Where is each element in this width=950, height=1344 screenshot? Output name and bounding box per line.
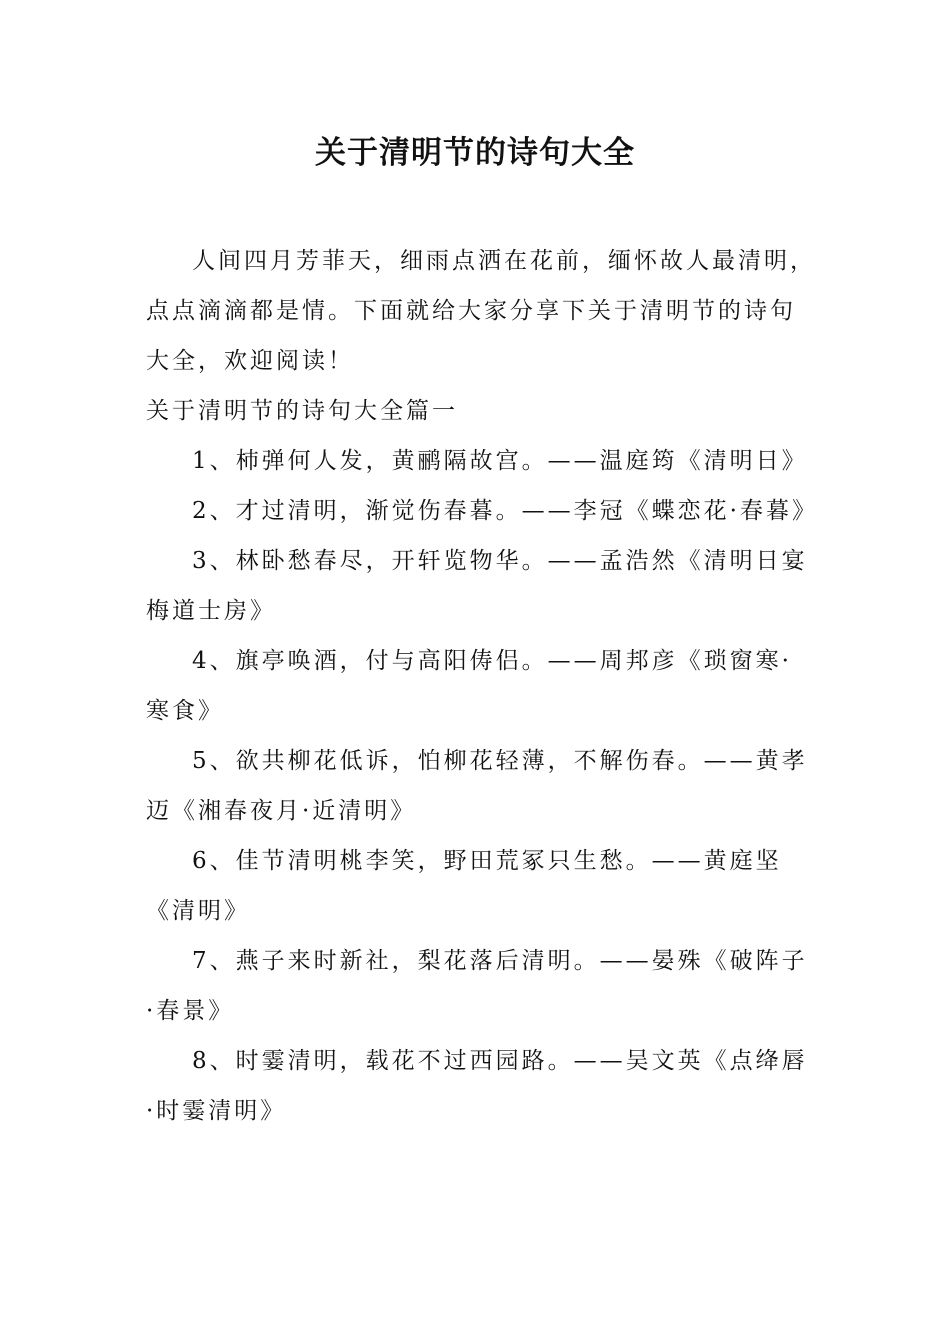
poem-line-7: 7、燕子来时新社，梨花落后清明。——晏殊《破阵子·春景》	[146, 948, 808, 1024]
poem-line-5: 5、欲共柳花低诉，怕柳花轻薄，不解伤春。——黄孝迈《湘春夜月·近清明》	[146, 748, 808, 824]
section-heading: 关于清明节的诗句大全篇一	[146, 398, 458, 424]
poem-line-3: 3、林卧愁春尽，开轩览物华。——孟浩然《清明日宴梅道士房》	[146, 548, 808, 624]
poem-line-1: 1、杮弹何人发，黄鹂隔故宫。——温庭筠《清明日》	[192, 448, 808, 474]
poem-line-2: 2、才过清明，渐觉伤春暮。——李冠《蝶恋花·春暮》	[192, 498, 818, 524]
poem-line-4: 4、旗亭唤酒，付与高阳俦侣。——周邦彦《琐窗寒·寒食》	[146, 648, 792, 724]
poem-line-8: 8、时霎清明，载花不过西园路。——吴文英《点绛唇·时霎清明》	[146, 1048, 808, 1124]
intro-paragraph: 人间四月芳菲天，细雨点洒在花前，缅怀故人最清明，点点滴滴都是情。下面就给大家分享下关于清明节的诗句大全，欢迎阅读！	[146, 248, 816, 374]
document-body	[146, 236, 816, 1136]
poem-line-6: 6、佳节清明桃李笑，野田荒冢只生愁。——黄庭坚《清明》	[146, 848, 782, 924]
document-title: 关于清明节的诗句大全	[315, 135, 635, 171]
